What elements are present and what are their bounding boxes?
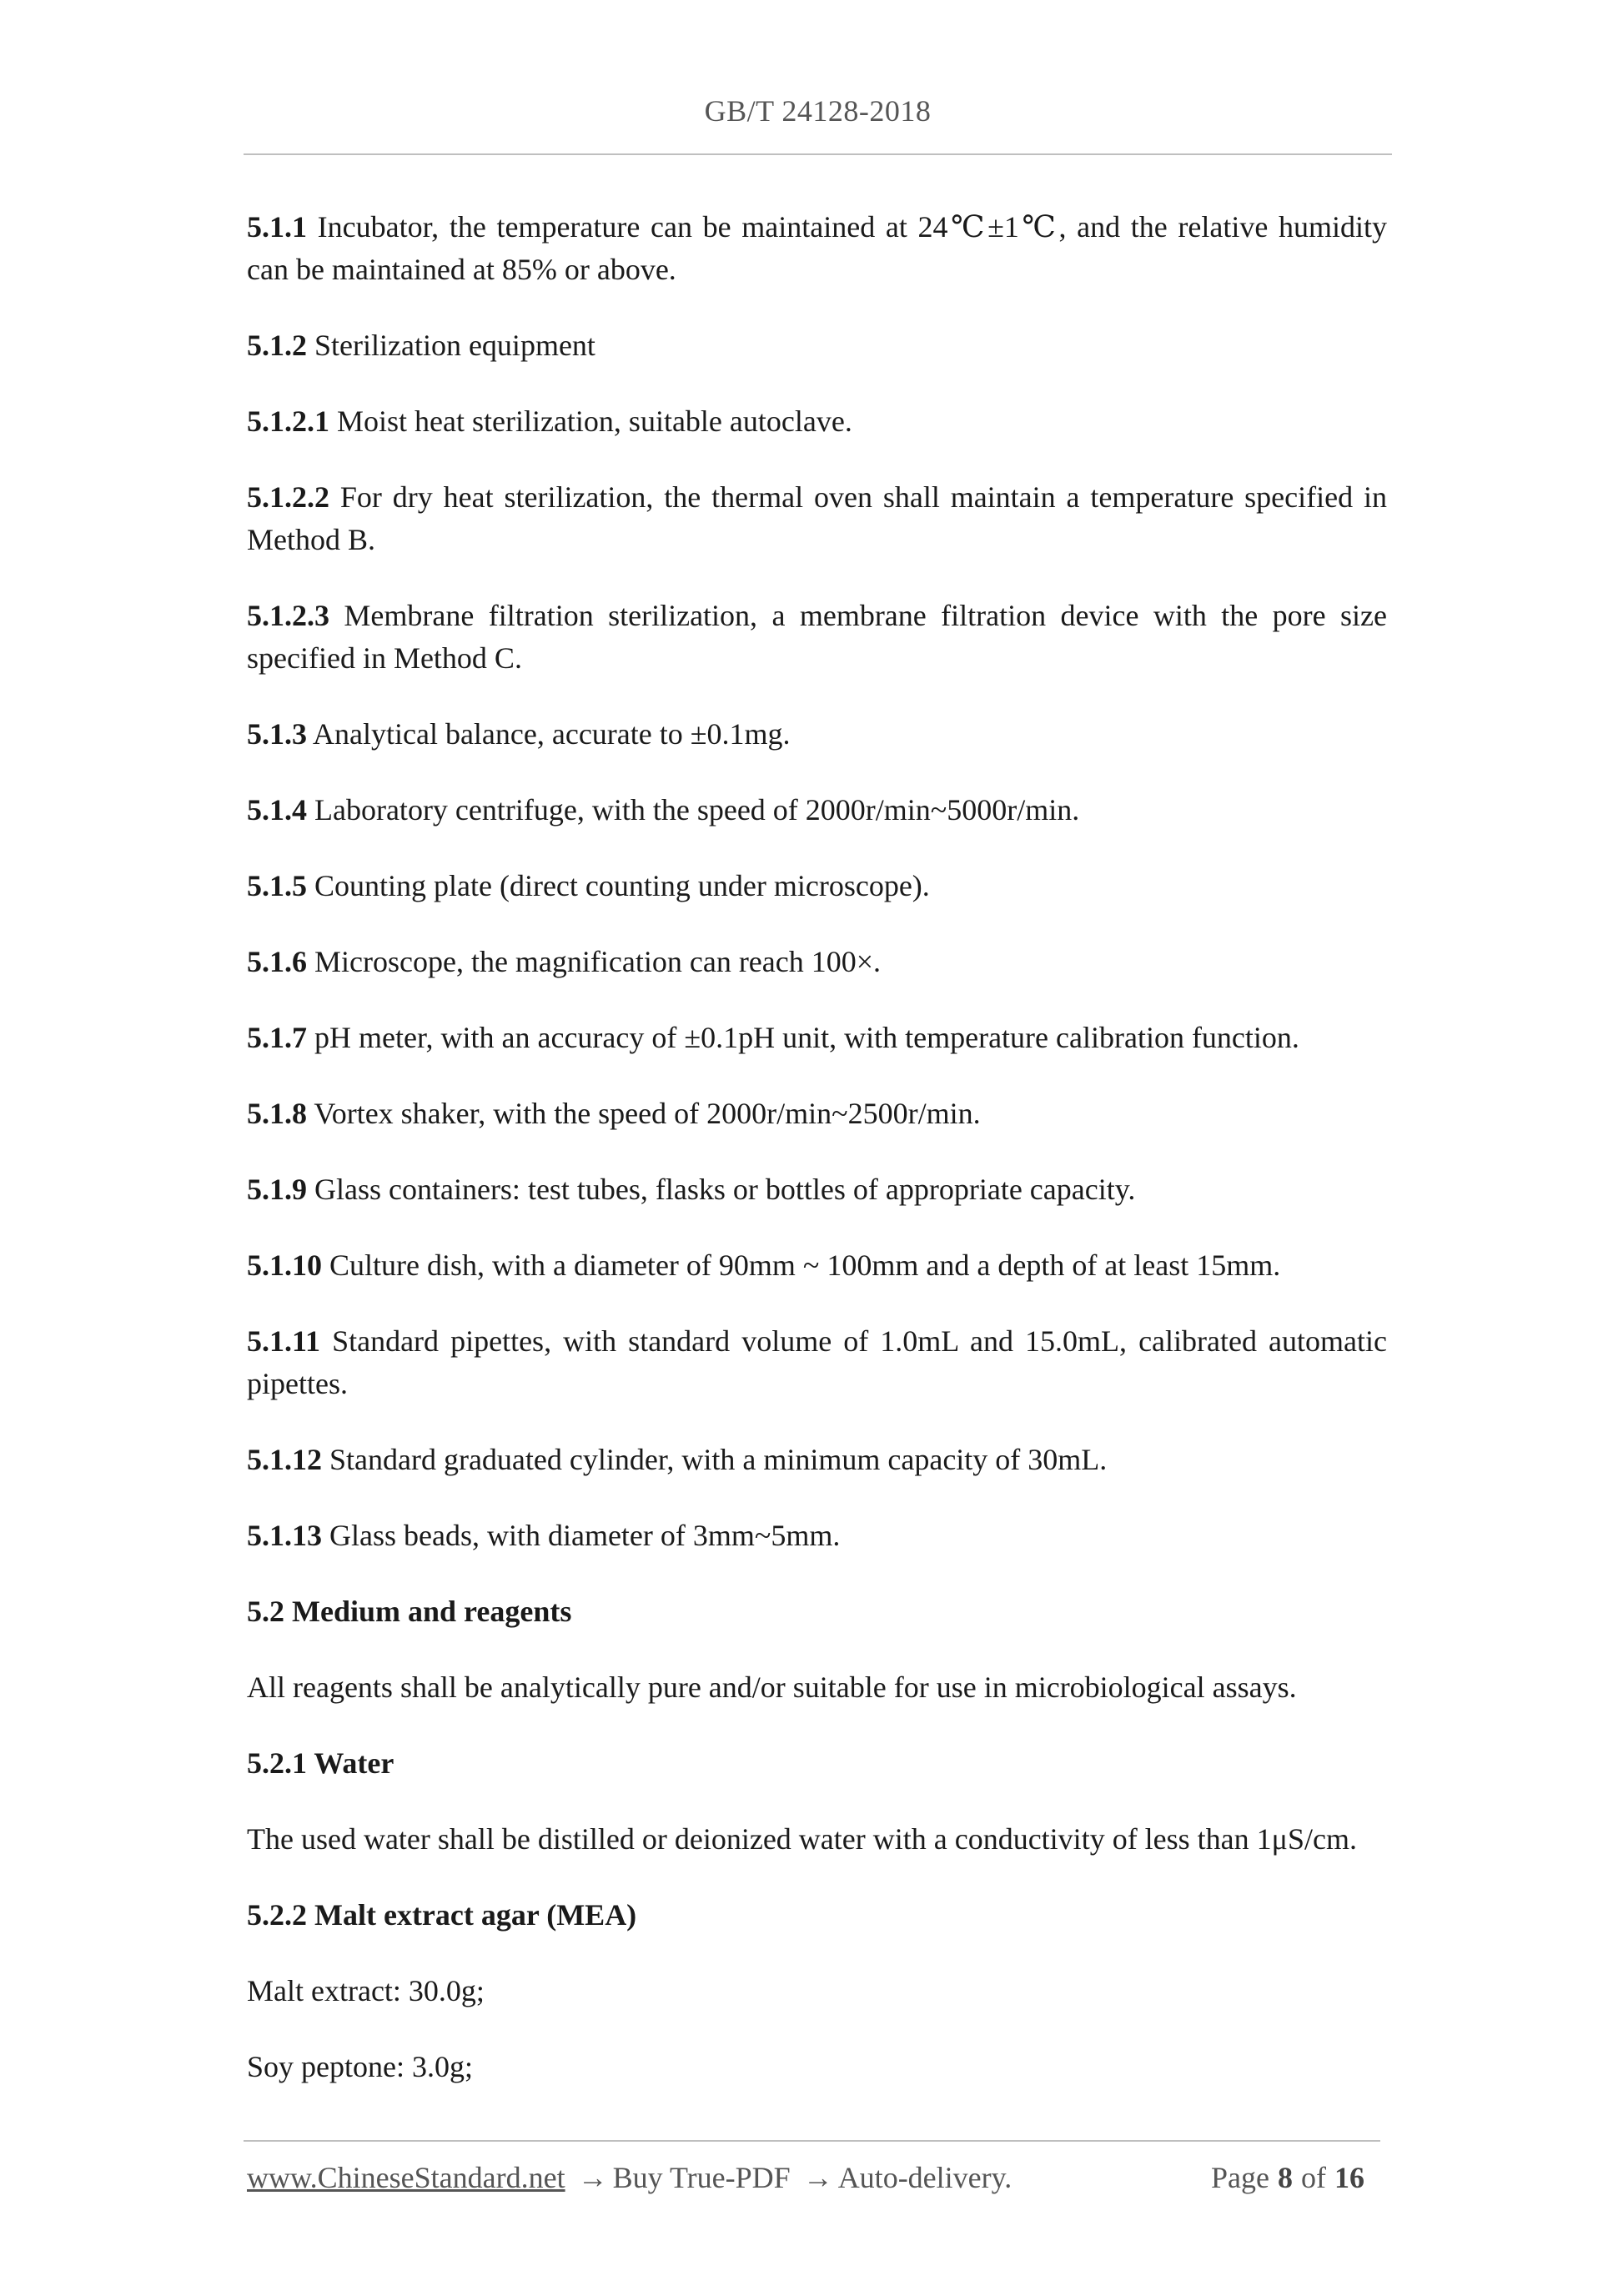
clause-text: Counting plate (direct counting under microscope). [307, 869, 930, 902]
section-5-2-intro: All reagents shall be analytically pure and/or suitable for use in microbiological assays. [247, 1671, 1297, 1704]
clause-text: Incubator, the temperature can be maintained at 24℃±1℃, and the relative humidity can be maintained at 85% or above. [247, 210, 1387, 286]
clause-5-1-8 [247, 1093, 1387, 1135]
clause-5-1-4 [247, 789, 1387, 831]
clause-5-1-9 [247, 1168, 1387, 1211]
page-body [247, 206, 1387, 2122]
clause-5-1-6 [247, 941, 1387, 983]
clause-text: Analytical balance, accurate to ±0.1mg. [307, 717, 791, 751]
clause-number: 5.1.12 [247, 1443, 322, 1476]
clause-5-1-3 [247, 713, 1387, 756]
clause-5-1-2-1 [247, 400, 1387, 443]
page-of: of [1301, 2161, 1326, 2194]
clause-5-1-7 [247, 1017, 1387, 1059]
section-heading-5-2-2: 5.2.2 Malt extract agar (MEA) [247, 1898, 637, 1932]
clause-number: 5.1.13 [247, 1519, 322, 1552]
clause-text: pH meter, with an accuracy of ±0.1pH unit, with temperature calibration function. [307, 1021, 1299, 1054]
clause-number: 5.1.7 [247, 1021, 307, 1054]
clause-number: 5.1.2.3 [247, 599, 329, 632]
clause-5-1-10 [247, 1244, 1387, 1287]
website-link[interactable]: www.ChineseStandard.net [247, 2161, 565, 2194]
arrow-right-icon: → [577, 2161, 608, 2194]
clause-5-1-11 [247, 1320, 1387, 1405]
clause-text: For dry heat sterilization, the thermal oven shall maintain a temperature specified in Method B. [247, 480, 1387, 556]
clause-5-1-5 [247, 865, 1387, 907]
footer-divider [244, 2140, 1380, 2142]
clause-number: 5.1.10 [247, 1248, 322, 1282]
auto-delivery-text: Auto-delivery. [837, 2161, 1012, 2194]
clause-text: Glass beads, with diameter of 3mm~5mm. [322, 1519, 841, 1552]
section-heading-5-2: 5.2 Medium and reagents [247, 1595, 572, 1628]
total-pages: 16 [1334, 2161, 1364, 2194]
clause-number: 5.1.1 [247, 210, 307, 244]
footer-promo [247, 2160, 1012, 2195]
clause-number: 5.1.6 [247, 945, 307, 978]
clause-text: Laboratory centrifuge, with the speed of 2000r/min~5000r/min. [307, 793, 1080, 826]
clause-text: Moist heat sterilization, suitable autoclave. [329, 404, 852, 438]
page-number [1211, 2160, 1373, 2195]
clause-number: 5.1.2 [247, 329, 307, 362]
section-heading-5-2-1: 5.2.1 Water [247, 1746, 394, 1780]
document-code-header: GB/T 24128-2018 [704, 94, 932, 128]
mea-ingredient: Soy peptone: 3.0g; [247, 2050, 473, 2083]
clause-text: Vortex shaker, with the speed of 2000r/min~2500r/min. [307, 1097, 981, 1130]
page-label: Page [1211, 2161, 1269, 2194]
clause-5-1-1 [247, 206, 1387, 291]
current-page: 8 [1278, 2161, 1293, 2194]
header-divider [244, 153, 1392, 155]
clause-5-1-2-3 [247, 595, 1387, 680]
clause-number: 5.1.5 [247, 869, 307, 902]
clause-number: 5.1.4 [247, 793, 307, 826]
clause-number: 5.1.2.2 [247, 480, 329, 514]
clause-number: 5.1.3 [247, 717, 307, 751]
buy-pdf-text: Buy True-PDF [612, 2161, 791, 2194]
clause-5-1-13 [247, 1515, 1387, 1557]
clause-text: Membrane filtration sterilization, a membrane filtration device with the pore size specified in Method C. [247, 599, 1387, 675]
clause-number: 5.1.11 [247, 1324, 321, 1358]
clause-text: Standard graduated cylinder, with a minimum capacity of 30mL. [322, 1443, 1108, 1476]
clause-5-1-2-2 [247, 476, 1387, 561]
clause-5-1-2 [247, 324, 1387, 367]
clause-5-1-12 [247, 1439, 1387, 1481]
clause-number: 5.1.8 [247, 1097, 307, 1130]
clause-number: 5.1.9 [247, 1173, 307, 1206]
clause-number: 5.1.2.1 [247, 404, 329, 438]
clause-text: Standard pipettes, with standard volume of 1.0mL and 15.0mL, calibrated automatic pipettes. [247, 1324, 1387, 1400]
clause-text: Culture dish, with a diameter of 90mm ~ 100mm and a depth of at least 15mm. [322, 1248, 1281, 1282]
clause-text: Microscope, the magnification can reach 100×. [307, 945, 882, 978]
clause-text: Glass containers: test tubes, flasks or bottles of appropriate capacity. [307, 1173, 1136, 1206]
section-5-2-1-text: The used water shall be distilled or deionized water with a conductivity of less than 1μS/cm. [247, 1822, 1357, 1856]
arrow-right-icon: → [802, 2161, 833, 2194]
mea-ingredient: Malt extract: 30.0g; [247, 1974, 485, 2007]
clause-text: Sterilization equipment [307, 329, 595, 362]
